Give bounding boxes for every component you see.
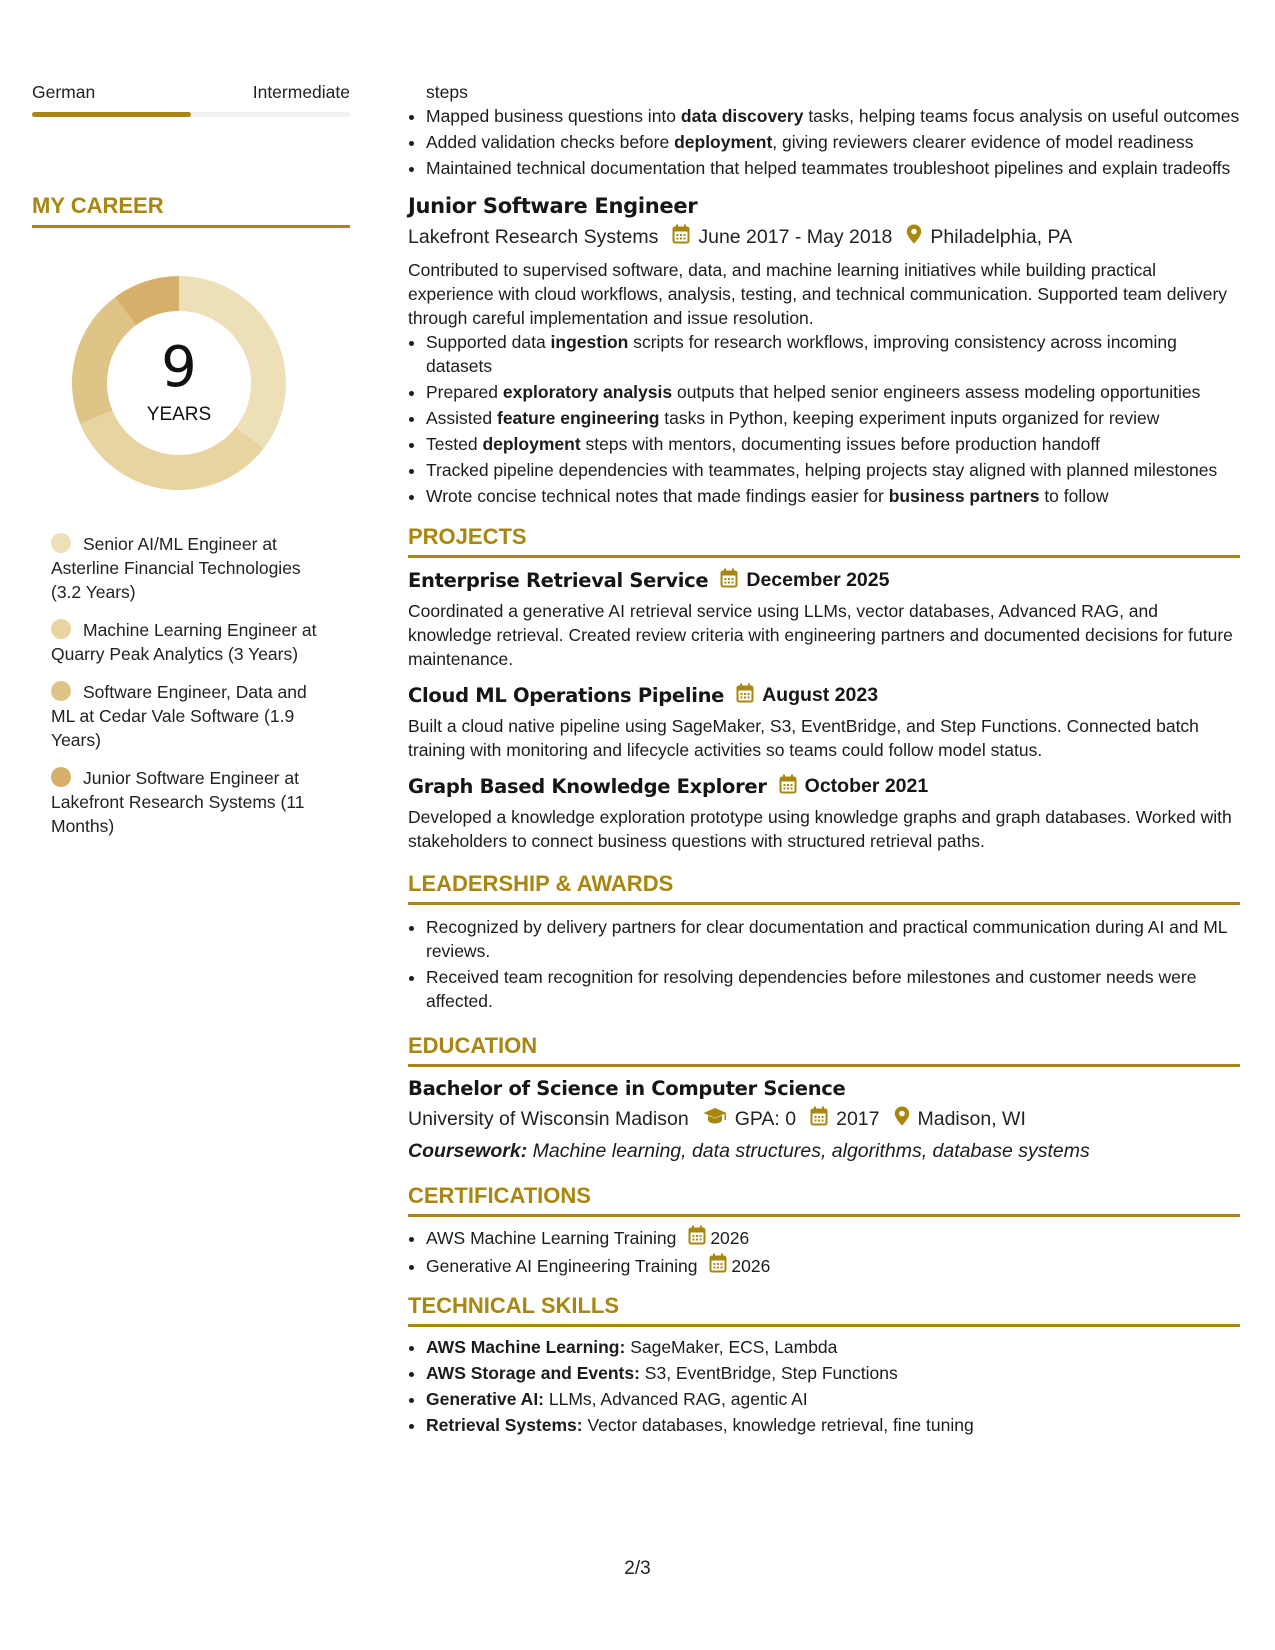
legend-dot — [51, 767, 71, 787]
location-pin-icon — [906, 224, 922, 250]
bullet-keyword: ingestion — [550, 332, 629, 352]
calendar-icon — [736, 683, 754, 708]
job-bullets — [408, 330, 1240, 508]
skill-item — [426, 1387, 1240, 1411]
certification-row — [426, 1225, 749, 1251]
skill-item — [426, 1335, 1240, 1359]
sidebar — [32, 82, 350, 852]
project-title — [408, 568, 1240, 593]
bullet-text-end: tasks, helping teams focus analysis on useful outcomes — [803, 106, 1240, 126]
project-description: Built a cloud native pipeline using SageMaker, S3, EventBridge, and Step Functions. Connected batch training with monitoring and lifecycle activities so teams could follow model status. — [408, 716, 1199, 760]
bullet-text: Tracked pipeline dependencies with teammates, helping projects stay aligned with planned milestones — [426, 460, 1218, 480]
calendar-icon — [709, 1253, 727, 1279]
total-years-number: 9 — [161, 335, 197, 400]
bullet-text: Wrote concise technical notes that made findings easier for — [426, 486, 889, 506]
bullet-text: Supported data — [426, 332, 551, 352]
bullet-item — [426, 458, 1240, 482]
calendar-icon — [779, 774, 797, 799]
project-description: Developed a knowledge exploration prototype using knowledge graphs and graph databases. Worked with stakeholders to connect business questions with structured retrieval paths. — [408, 807, 1232, 851]
skill-value: Vector databases, knowledge retrieval, fine tuning — [582, 1415, 974, 1435]
language-row — [32, 82, 350, 103]
skill-value: SageMaker, ECS, Lambda — [625, 1337, 838, 1357]
bullet-item — [426, 156, 1240, 180]
career-donut-chart — [66, 270, 292, 496]
bullet-keyword: deployment — [674, 132, 773, 152]
school-location: Madison, WI — [917, 1107, 1026, 1130]
career-legend-item — [51, 618, 331, 666]
leadership-heading: LEADERSHIP & AWARDS — [408, 871, 1240, 905]
project-date: August 2023 — [762, 684, 879, 706]
bullet-keyword: feature engineering — [497, 408, 660, 428]
career-legend-item — [51, 766, 331, 838]
certification-name: • Generative AI Engineering Training — [426, 1256, 698, 1276]
bullet-item — [426, 406, 1240, 430]
skills-list — [408, 1335, 1240, 1437]
language-bar-fill — [32, 112, 191, 117]
skill-label: Retrieval Systems: — [426, 1415, 583, 1435]
bullet-text: Added validation checks before — [426, 132, 675, 152]
graduation-year: 2017 — [836, 1107, 880, 1130]
calendar-icon — [720, 568, 738, 593]
career-legend-item — [51, 532, 331, 604]
projects-list — [408, 568, 1240, 853]
skill-label: AWS Storage and Events: — [426, 1363, 640, 1383]
language-bar — [32, 112, 350, 117]
certification-name: • AWS Machine Learning Training — [426, 1228, 677, 1248]
legend-dot — [51, 533, 71, 553]
bullet-text-end: to follow — [1039, 486, 1109, 506]
gpa: GPA: 0 — [734, 1107, 797, 1130]
career-legend-text: Senior AI/ML Engineer at Asterline Financial Technologies (3.2 Years) — [51, 534, 301, 602]
coursework-text: Machine learning, data structures, algorithms, database systems — [527, 1140, 1090, 1162]
project-title — [408, 683, 1240, 708]
bullet-item — [426, 484, 1240, 508]
job-location: Philadelphia, PA — [930, 225, 1073, 248]
skill-label: Generative AI: — [426, 1389, 545, 1409]
career-title: MY CAREER — [32, 193, 350, 228]
bullet-keyword: data discovery — [680, 106, 804, 126]
calendar-icon — [688, 1225, 706, 1251]
bullet-text: Tested — [426, 434, 483, 454]
career-legend-text: Junior Software Engineer at Lakefront Research Systems (11 Months) — [51, 768, 305, 836]
bullet-text-end: steps with mentors, documenting issues before production handoff — [580, 434, 1100, 454]
certification-row — [426, 1253, 770, 1279]
education-meta — [408, 1106, 1240, 1132]
bullet-item — [426, 330, 1240, 378]
skills-heading: TECHNICAL SKILLS — [408, 1293, 1240, 1327]
project-name: Graph Based Knowledge Explorer — [408, 775, 767, 798]
career-legend-text: Software Engineer, Data and ML at Cedar Vale Software (1.9 Years) — [51, 682, 307, 750]
total-years-unit: YEARS — [146, 404, 212, 425]
career-legend-item — [51, 680, 331, 752]
calendar-icon — [672, 224, 690, 250]
bullet-text-end: tasks in Python, keeping experiment inputs organized for review — [659, 408, 1160, 428]
bullet-text: Assisted — [426, 408, 497, 428]
project-title — [408, 774, 1240, 799]
bullet-text: Prepared — [426, 382, 503, 402]
page-number: 2/3 — [624, 1558, 651, 1579]
project-name: Enterprise Retrieval Service — [408, 569, 709, 592]
graduation-cap-icon — [703, 1107, 727, 1131]
career-legend-text: Machine Learning Engineer at Quarry Peak Analytics (3 Years) — [51, 620, 317, 664]
career-legend — [51, 532, 331, 838]
job-meta — [408, 224, 1240, 250]
bullet-text-end: outputs that helped senior engineers assess modeling opportunities — [672, 382, 1201, 402]
bullet-text-end: scripts for research workflows, improving consistency across incoming datasets — [426, 332, 1177, 376]
project-date: October 2021 — [804, 775, 929, 797]
leadership-item: • Recognized by delivery partners for clear documentation and practical communication during AI and ML reviews. — [426, 915, 1240, 963]
bullet-item — [426, 104, 1240, 128]
skill-item — [426, 1413, 1240, 1437]
degree-name: Bachelor of Science in Computer Science — [408, 1077, 846, 1100]
job-title: Junior Software Engineer — [408, 194, 698, 218]
job-dates: June 2017 - May 2018 — [698, 225, 893, 248]
school-name: University of Wisconsin Madison — [408, 1107, 689, 1130]
projects-heading: PROJECTS — [408, 524, 1240, 558]
legend-dot — [51, 681, 71, 701]
leadership-list — [408, 915, 1240, 1013]
certifications-list — [408, 1225, 1240, 1279]
project-date: December 2025 — [746, 569, 890, 591]
job-summary: Contributed to supervised software, data, and machine learning initiatives while building practical experience with cloud workflows, analysis, testing, and technical communication. Supported team delivery through careful implementation and issue resolution. — [408, 260, 1228, 328]
main-content — [408, 80, 1240, 1439]
skill-label: AWS Machine Learning: — [426, 1337, 626, 1357]
project-name: Cloud ML Operations Pipeline — [408, 684, 725, 707]
bullet-keyword: exploratory analysis — [502, 382, 673, 402]
language-level: Intermediate — [252, 82, 350, 102]
certification-item — [426, 1253, 1240, 1279]
legend-dot — [51, 619, 71, 639]
bullet-text: Mapped business questions into — [426, 106, 681, 126]
skill-item — [426, 1361, 1240, 1385]
leadership-item: • Received team recognition for resolving dependencies before milestones and customer needs were affected. — [426, 965, 1240, 1013]
coursework — [408, 1140, 1240, 1163]
certification-year: 2026 — [731, 1256, 771, 1276]
previous-job-bullets — [408, 104, 1240, 180]
bullet-keyword: business partners — [888, 486, 1040, 506]
continued-bullet-text: steps — [426, 82, 468, 102]
bullet-keyword: deployment — [482, 434, 581, 454]
certification-year: 2026 — [710, 1228, 750, 1248]
bullet-item — [426, 432, 1240, 456]
bullet-text: Maintained technical documentation that helped teammates troubleshoot pipelines and explain tradeoffs — [426, 158, 1231, 178]
calendar-icon — [810, 1106, 828, 1132]
location-pin-icon — [894, 1106, 910, 1132]
language-name: German — [32, 82, 96, 102]
bullet-item — [426, 130, 1240, 154]
certification-item — [426, 1225, 1240, 1251]
degree-title — [408, 1077, 1240, 1100]
certifications-heading: CERTIFICATIONS — [408, 1183, 1240, 1217]
skill-value: LLMs, Advanced RAG, agentic AI — [544, 1389, 808, 1409]
skill-value: S3, EventBridge, Step Functions — [639, 1363, 898, 1383]
project-description: Coordinated a generative AI retrieval service using LLMs, vector databases, Advanced RAG, and knowledge retrieval. Created review criteria with engineering partners and documented decisions for future maintenance. — [408, 601, 1233, 669]
bullet-item — [426, 380, 1240, 404]
job-company: Lakefront Research Systems — [408, 225, 659, 248]
coursework-label: Coursework: — [408, 1140, 528, 1162]
education-heading: EDUCATION — [408, 1033, 1240, 1067]
bullet-text-end: , giving reviewers clearer evidence of model readiness — [772, 132, 1194, 152]
